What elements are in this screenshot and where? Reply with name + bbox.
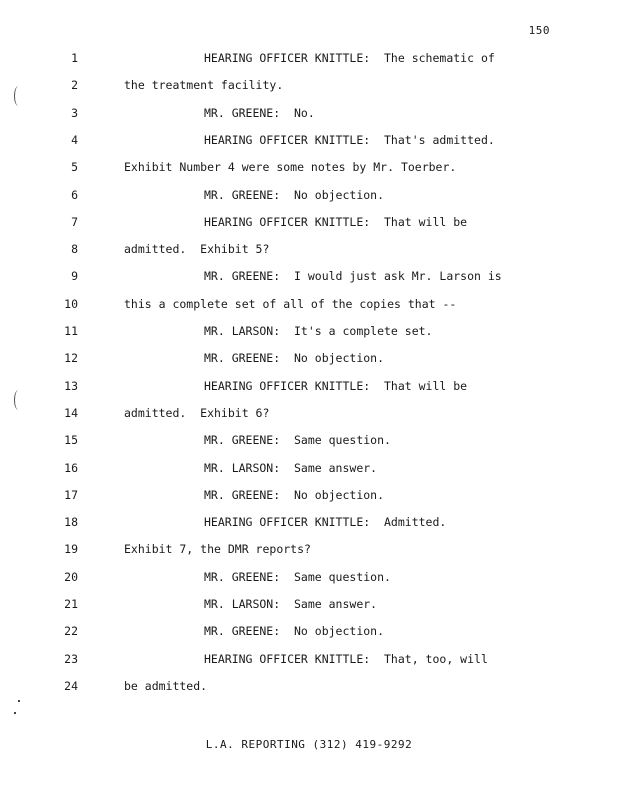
line-number: 14 [64,406,78,420]
line-number: 8 [71,242,78,256]
line-text: MR. GREENE: No objection. [204,351,385,365]
line-number: 4 [71,133,78,147]
scan-speck [14,712,16,714]
line-text: Exhibit 7, the DMR reports? [124,542,311,556]
transcript-line [0,512,618,532]
line-number: 22 [64,624,78,638]
transcript-line [0,103,618,123]
transcript-line [0,75,618,95]
line-text: MR. GREENE: No objection. [204,624,385,638]
line-text: MR. GREENE: No objection. [204,488,385,502]
scan-speck [18,700,20,702]
line-text: MR. GREENE: I would just ask Mr. Larson is [204,269,502,283]
line-number: 23 [64,652,78,666]
line-number: 10 [64,297,78,311]
line-text: HEARING OFFICER KNITTLE: That will be [204,215,468,229]
line-number: 11 [64,324,78,338]
line-text: MR. GREENE: No objection. [204,188,385,202]
transcript-line [0,48,618,68]
line-text: this a complete set of all of the copies that -- [124,297,457,311]
line-text: HEARING OFFICER KNITTLE: Admitted. [204,515,447,529]
line-number: 12 [64,351,78,365]
line-text: HEARING OFFICER KNITTLE: That will be [204,379,468,393]
transcript-line [0,294,618,314]
line-number: 6 [71,188,78,202]
transcript-line [0,430,618,450]
line-number: 17 [64,488,78,502]
line-number: 9 [71,269,78,283]
transcript-line [0,130,618,150]
transcript-line [0,157,618,177]
line-number: 3 [71,106,78,120]
transcript-line [0,348,618,368]
line-text: MR. GREENE: Same question. [204,570,391,584]
line-text: MR. LARSON: It's a complete set. [204,324,433,338]
line-number: 5 [71,160,78,174]
line-number: 7 [71,215,78,229]
transcript-line [0,621,618,641]
transcript-line [0,239,618,259]
transcript-line [0,321,618,341]
line-text: admitted. Exhibit 6? [124,406,270,420]
line-text: MR. GREENE: No. [204,106,315,120]
line-text: admitted. Exhibit 5? [124,242,270,256]
transcript-line [0,403,618,423]
line-text: Exhibit Number 4 were some notes by Mr. Toerber. [124,160,457,174]
line-text: MR. GREENE: Same question. [204,433,391,447]
transcript-line [0,594,618,614]
binder-hole-mark [14,86,23,106]
line-number: 20 [64,570,78,584]
transcript-line [0,676,618,696]
transcript-line [0,485,618,505]
transcript-line [0,458,618,478]
transcript-line [0,185,618,205]
line-text: be admitted. [124,679,208,693]
line-text: HEARING OFFICER KNITTLE: That, too, will [204,652,488,666]
line-text: HEARING OFFICER KNITTLE: That's admitted. [204,133,495,147]
transcript-line [0,567,618,587]
line-number: 18 [64,515,78,529]
line-text: HEARING OFFICER KNITTLE: The schematic of [204,51,495,65]
line-number: 16 [64,461,78,475]
line-number: 1 [71,51,78,65]
page-footer: L.A. REPORTING (312) 419-9292 [205,738,413,751]
line-number: 21 [64,597,78,611]
transcript-line [0,266,618,286]
line-text: the treatment facility. [124,78,284,92]
transcript-line [0,212,618,232]
line-number: 19 [64,542,78,556]
line-text: MR. LARSON: Same answer. [204,597,378,611]
transcript-line [0,649,618,669]
line-number: 2 [71,78,78,92]
binder-hole-mark [14,390,23,410]
transcript-line [0,376,618,396]
transcript-line [0,539,618,559]
line-text: MR. LARSON: Same answer. [204,461,378,475]
line-number: 24 [64,679,78,693]
page-number: 150 [528,24,550,37]
line-number: 13 [64,379,78,393]
line-number: 15 [64,433,78,447]
